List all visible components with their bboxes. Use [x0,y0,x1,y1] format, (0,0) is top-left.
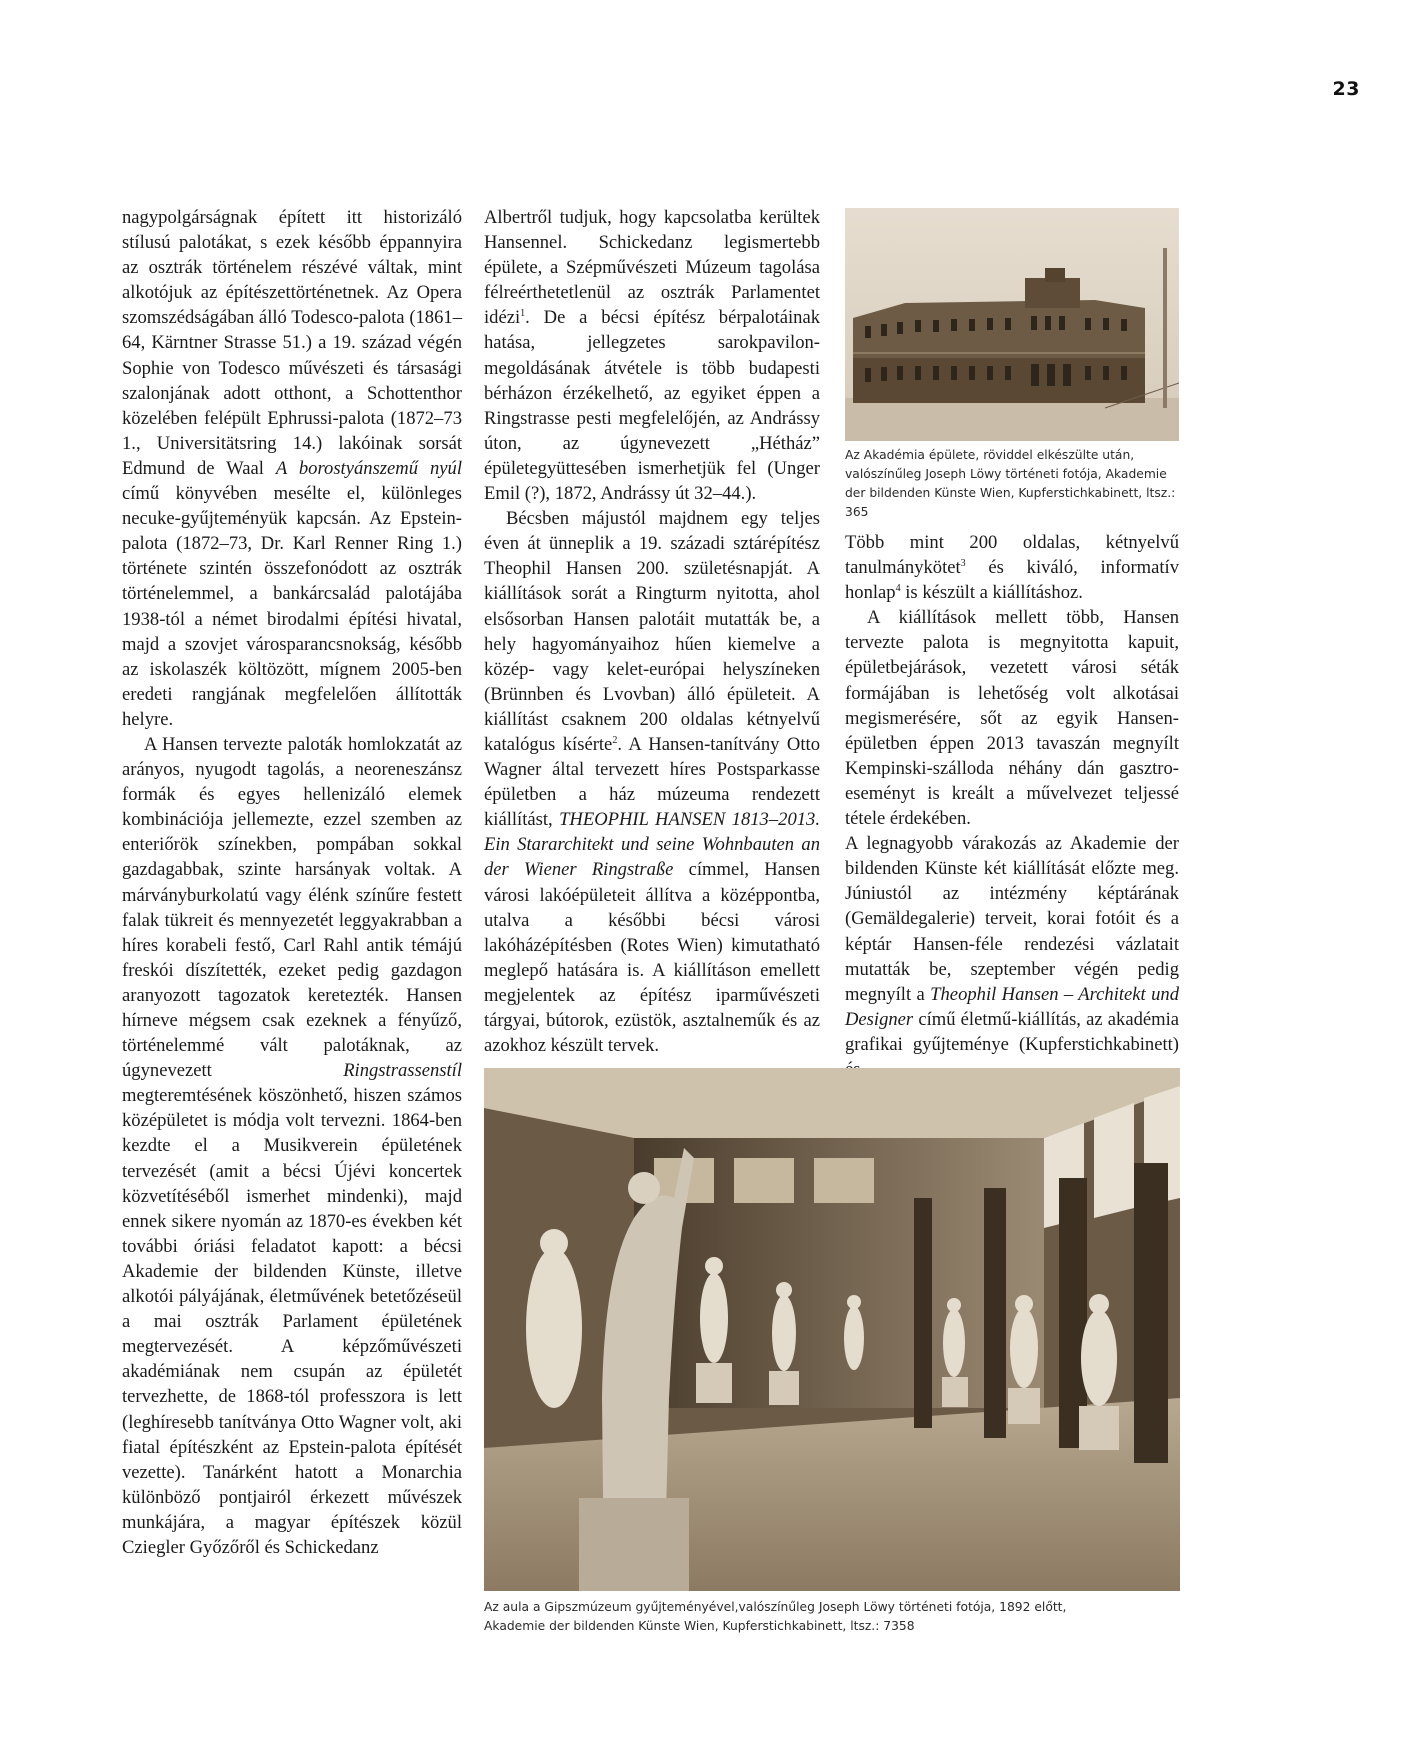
paragraph [122,205,462,732]
text-run: Bécsben májustól majdnem egy teljes éven át ünneplik a 19. századi sztárépítész Theophil Hansen 200. születésnapját. A kiállítások sorát a Ringturm nyitotta, ahol elsősorban Hansen palotáit mutatták be, a hely hagyományaihoz hűen kiemelve a közép- vagy kelet-európai helyszíneken (Brünnben és Lvovban) álló épületeit. A kiállítást csaknem 200 oldalas kétnyelvű katalógus kísérte [484,508,820,755]
academy-building-photo [845,208,1179,441]
academy-building-illustration [845,208,1179,441]
exhibition-title: THEOPHIL HANSEN 1813–2013. Ein Stararchitekt und seine Wohnbauten an der Wiener Ringstraße [484,809,820,881]
paragraph [122,732,462,1560]
photo-caption [484,1598,1184,1636]
text-run: megteremtésének köszönhető, hiszen számos középületet is módja volt tervezni. 1864-ben kezdte el a Musikverein épületének tervezését (amit a bécsi Újévi koncertek közvetítéséből ismerhet mindenki), majd ennek sikere nyomán az 1870-es években két további óriási feladatot kapott: a bécsi Akademie der bildenden Künste, illetve alkotói pályájának, életművének betetőzéseül a mai osztrák Parlament épületének megtervezését. A képzőművészeti akadémiának nem csupán az épületét tervezhette, de 1868-tól professzora is lett (leghíresebb tanítványa Otto Wagner volt, aki fiatal építészként az Epstein-palota építését vezette). Tanárként hatott a Monarchia különböző pontjairól érkezett művészek munkájára, a magyar építészek közül Cziegler Győzőről és Schickedanz [122,1085,462,1558]
text-column-2 [484,205,820,1058]
caption-line: Az aula a Gipszmúzeum gyűjteményével,valószínűleg Joseph Löwy történeti fotója, 1892 előtt, [484,1600,1067,1614]
paragraph [484,506,820,1058]
text-run: A Hansen tervezte paloták homlokzatát az arányos, nyugodt tagolás, a neoreneszánsz formák és egyes hellenizáló elemek kombinációja jellemezte, ezzel szemben az enteriőrök színekben, pompában sokkal gazdagabbak, szinte harsányak voltak. A márványburkolatú vagy élénk színűre festett falak tükreit és mennyezetét leggyakrabban a híres korabeli festő, Carl Rahl antik témájú freskói díszítették, ezeket pedig gazdagon aranyozott tagozatok keretezték. Hansen hírneve mégsem csak ezeknek a fényűző, történelemmé vált palotáknak, az úgynevezett [122,733,462,1082]
text-column-3 [845,530,1179,1082]
term-italic: Ringstrassenstíl [343,1060,462,1082]
text-run: és kiváló, informatív honlap [845,557,1179,604]
paragraph [845,605,1179,831]
paragraph [845,530,1179,605]
paragraph [484,205,820,506]
text-run: címmel, Hansen városi lakóépületeit állítva a középpontba, utalva a későbbi bécsi városi lakóházépítésben (Rotes Wien) kimutatható meglepő hatására is. A kiállításon emellett megjelentek az építész iparművészeti tárgyai, bútorok, ezüstök, asztalneműk és az azokhoz készült tervek. [484,859,820,1057]
text-run: A kiállítások mellett több, Hansen tervezte palota is megnyitotta kapuit, épületbejárások, vezetett városi séták formájában is lehetőség volt alkotásai megismerésére, sőt az egyik Hansen-épületben éppen 2013 tavaszán megnyílt Kempinski-szálloda néhány dán gasztro-eseményt is kreált a művelvezet teljessé tétele érdekében. [845,607,1179,830]
aula-gallery-illustration [484,1068,1180,1591]
text-run: . A Hansen-tanítvány Otto Wagner által tervezett híres Postsparkasse épületben a ház múzeuma rendezett kiállítást, [484,733,820,831]
text-run: A legnagyobb várakozás az Akademie der bildenden Künste két kiállítását előzte meg. Júniustól az intézmény képtárának (Gemäldegalerie) terveit, korai fotóit és a képtár Hansen-féle rendezési vázlatait mutatták be, szeptember végén pedig megnyílt a [845,833,1179,1005]
footnote-ref[interactable]: 2 [612,734,618,746]
aula-gallery-photo [484,1068,1180,1591]
text-run: nagypolgárságnak épített itt historizáló stílusú palotákat, s ezek később éppannyira az osztrák történelem részévé váltak, mint alkotójuk az építészettörténetnek. Az Opera szomszédságában álló Todesco-palota (1861–64, Kärntner Strasse 51.) a 19. század végén Sophie von Todesco művészeti és társasági szalonjának adott otthont, a Schottenthor közelében felépült Ephrussi-palota (1872–73 1., Universitätsring 14.) lakóinak sorsát Edmund de Waal [122,207,462,479]
caption-line: Akademie der bildenden Künste Wien, Kupferstichkabinett, ltsz.: 7358 [484,1619,915,1633]
text-run: is készült a kiállításhoz. [905,582,1083,604]
photo-caption: Az Akadémia épülete, röviddel elkészülte után, valószínűleg Joseph Löwy történeti fotója, Akademie der bildenden Künste Wien, Kupferstichkabinett, ltsz.: 365 [845,448,1176,519]
text-run: . De a bécsi építész bérpalotáinak hatása, jellegzetes sarokpavilon-megoldásának átvétele is több budapesti bérházon érzékelhető, az egyiket éppen a Ringstrasse pesti megfelelőjén, az Andrássy úton, az úgynevezett „Hétház” épületegyüttesében ismerhetjük fel (Unger Emil (?), 1872, Andrássy út 32–44.). [484,307,820,505]
text-run: Több mint 200 oldalas, kétnyelvű tanulmánykötet [845,532,1179,579]
text-column-1 [122,205,462,1560]
page-number: 23 [1332,78,1360,100]
footnote-ref[interactable]: 1 [520,308,526,320]
footnote-ref[interactable]: 3 [960,557,966,569]
book-title: A borostyánszemű nyúl [275,457,462,479]
text-run: című könyvében mesélte el, különleges necuke-gyűjteményük kapcsán. Az Epstein-palota (1872–73, Dr. Karl Renner Ring 1.) története szintén összefonódott az osztrák történelemmel, a bankárcsalád palotájába 1938-tól a német birodalmi építési hivatal, majd a szovjet városparancsnokság, később az iskolaszék költözött, mígnem 2005-ben eredeti rangjának megfelelően állították helyre. [122,483,462,730]
text-run: Albertről tudjuk, hogy kapcsolatba kerültek Hansennel. Schickedanz legismertebb épülete, a Szépművészeti Múzeum tagolása félreérthetetlenül az osztrák Parlamentet idézi [484,207,820,329]
exhibition-title: Theophil Hansen – Architekt und Designer [845,983,1179,1030]
text-run: című életmű-kiállítás, az akadémia grafikai gyűjteménye (Kupferstichkabinett) [845,1008,1179,1055]
paragraph [845,831,1179,1082]
footnote-ref[interactable]: 4 [895,583,901,594]
